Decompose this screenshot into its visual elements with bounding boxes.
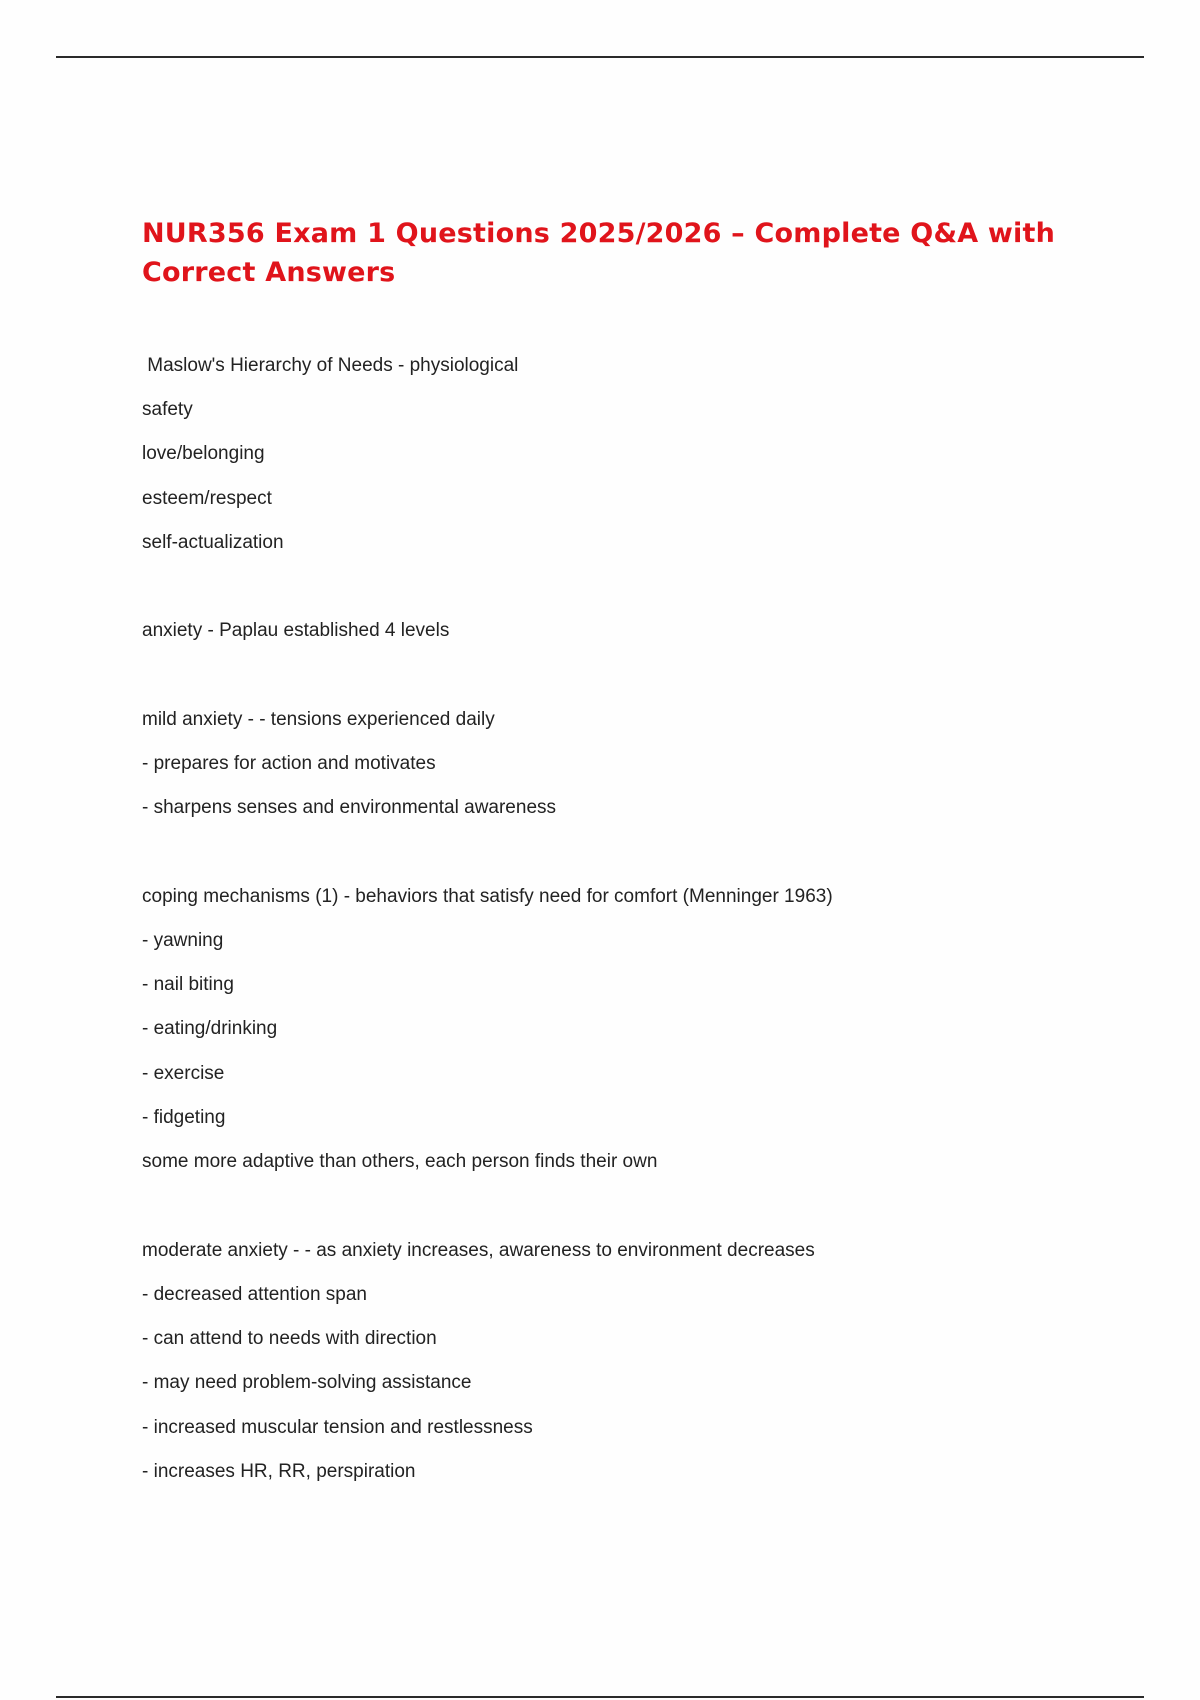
text-line: - prepares for action and motivates (142, 753, 436, 774)
title-line-1: NUR356 Exam 1 Questions 2025/2026 – Complete Q&A with (142, 218, 1056, 249)
text-line: - increased muscular tension and restlessness (142, 1417, 533, 1438)
title-line-2: Correct Answers (142, 257, 396, 288)
text-line: self-actualization (142, 532, 284, 553)
footer-rule (56, 1696, 1144, 1698)
text-line: anxiety - Paplau established 4 levels (142, 620, 450, 641)
text-line: love/belonging (142, 443, 265, 464)
text-line: - sharpens senses and environmental awareness (142, 797, 557, 818)
text-line: Maslow's Hierarchy of Needs - physiological (142, 355, 519, 376)
text-line: - decreased attention span (142, 1284, 367, 1305)
text-line: esteem/respect (142, 488, 272, 509)
text-line: safety (142, 399, 193, 420)
text-line: - can attend to needs with direction (142, 1328, 437, 1349)
document-title (142, 214, 1082, 292)
text-line: - nail biting (142, 974, 234, 995)
text-line: moderate anxiety - - as anxiety increases, awareness to environment decreases (142, 1240, 815, 1261)
text-line: - may need problem-solving assistance (142, 1372, 472, 1393)
text-line: - increases HR, RR, perspiration (142, 1461, 416, 1482)
text-line: some more adaptive than others, each person finds their own (142, 1151, 658, 1172)
text-line: mild anxiety - - tensions experienced daily (142, 709, 495, 730)
text-line: - eating/drinking (142, 1018, 278, 1039)
header-rule (56, 56, 1144, 58)
text-line: coping mechanisms (1) - behaviors that satisfy need for comfort (Menninger 1963) (142, 886, 833, 907)
text-line: - exercise (142, 1063, 225, 1084)
text-line: - yawning (142, 930, 224, 951)
text-line: - fidgeting (142, 1107, 226, 1128)
